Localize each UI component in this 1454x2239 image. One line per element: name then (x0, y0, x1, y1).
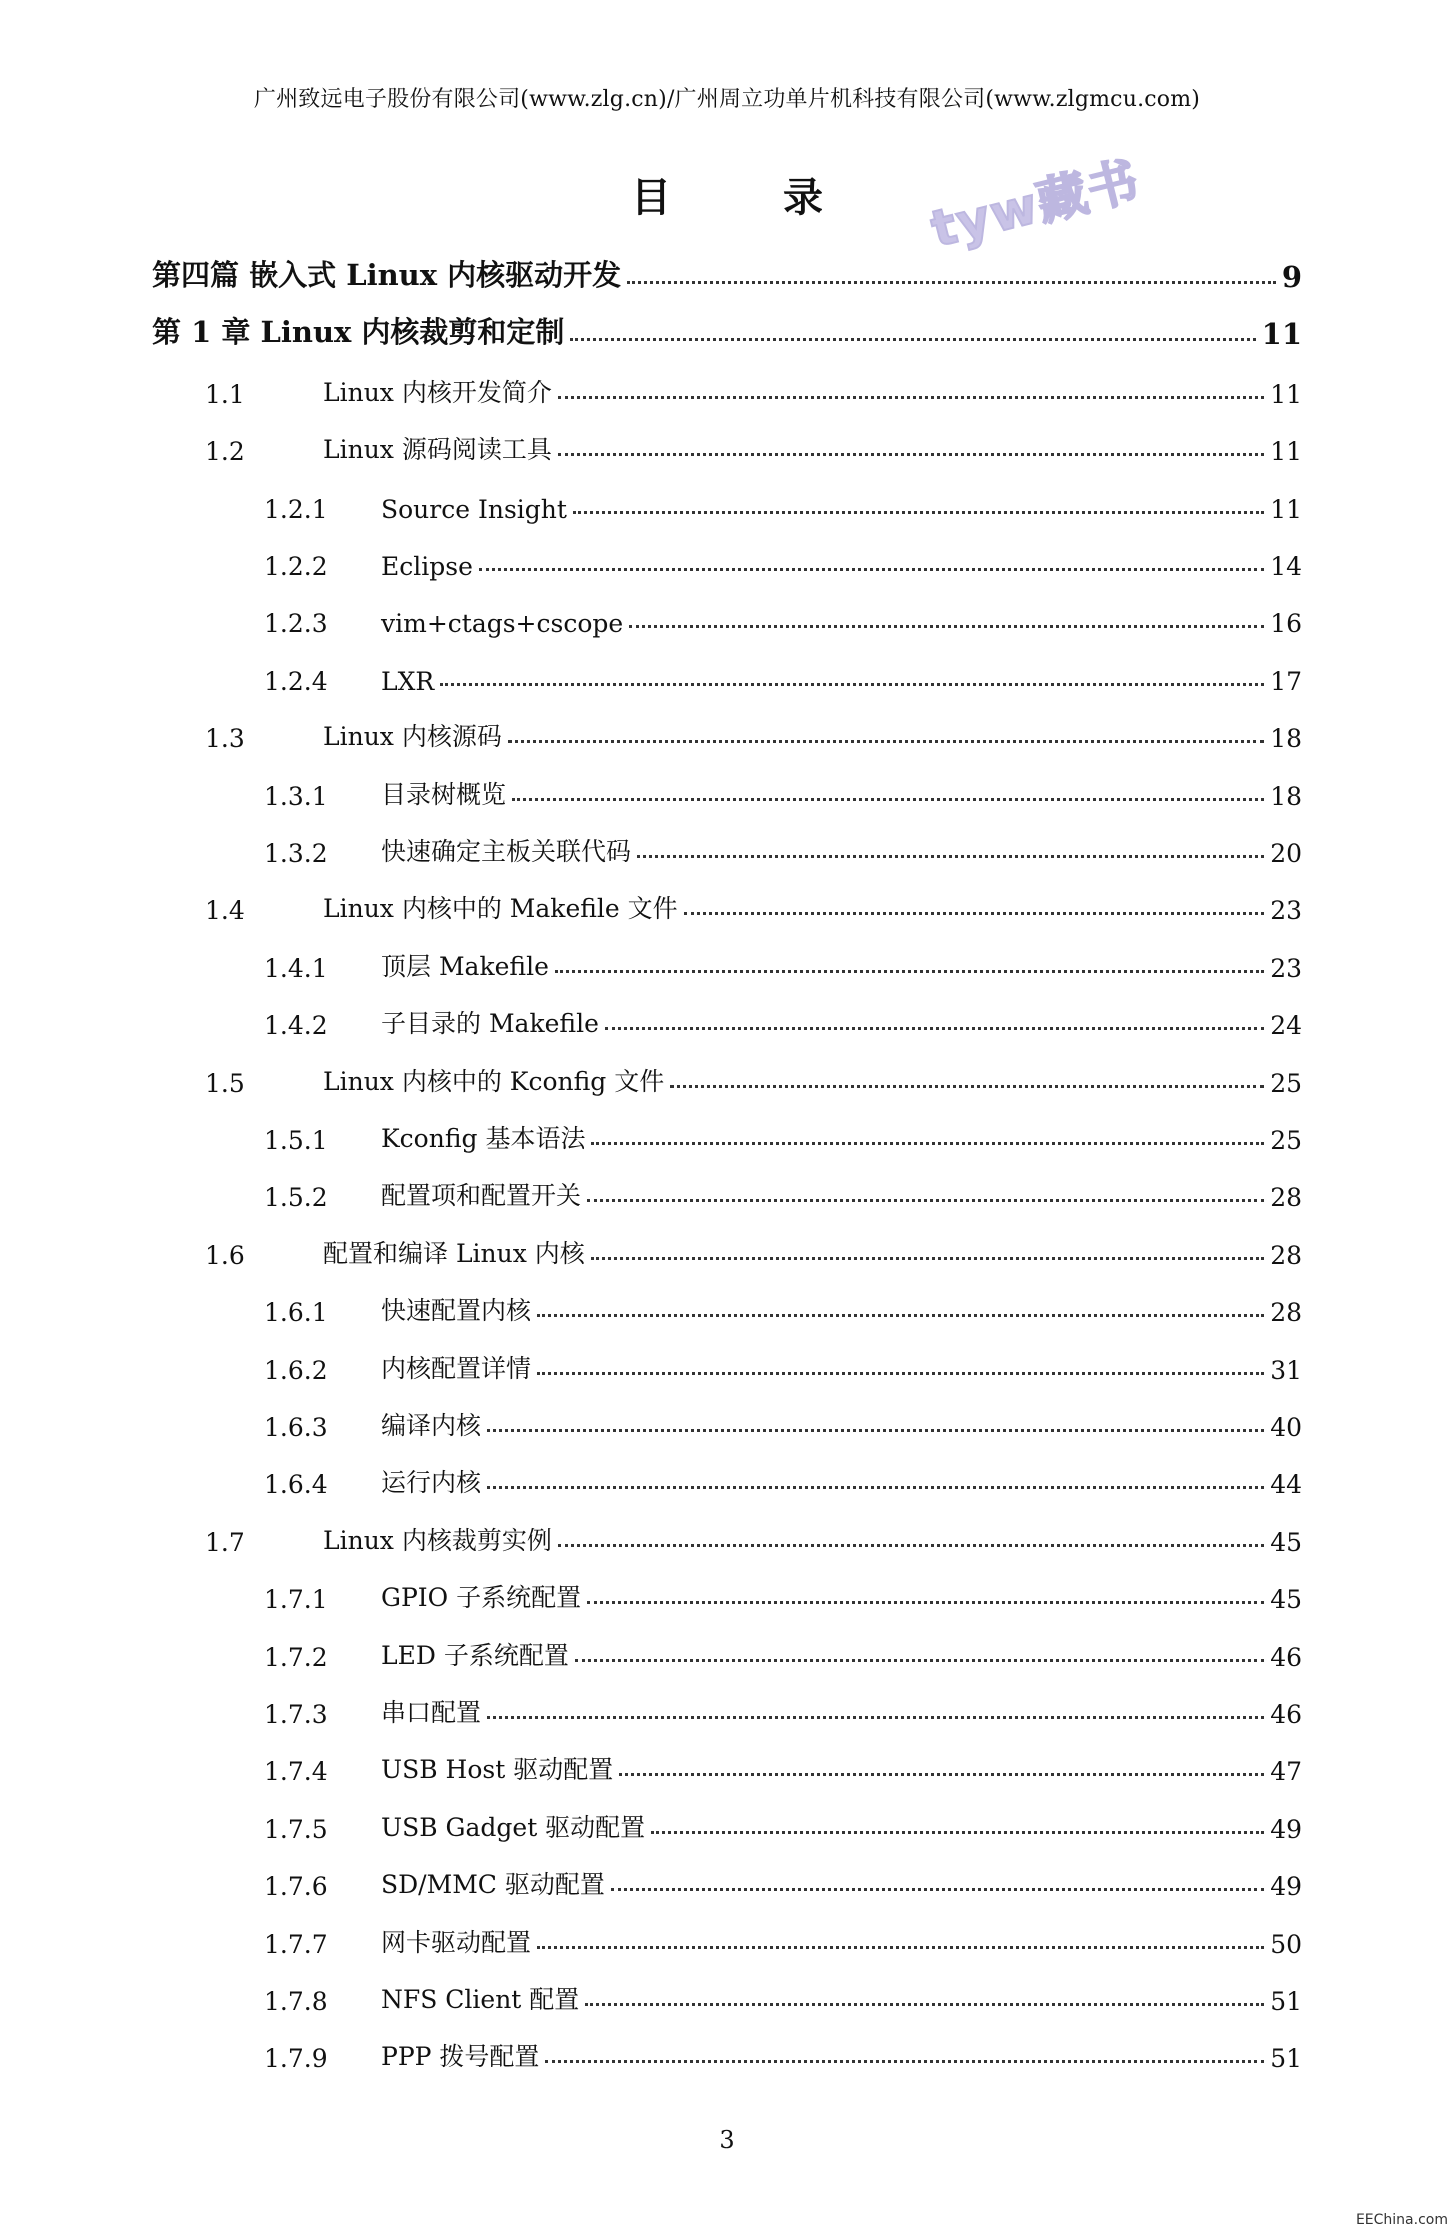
toc-entry-label: 配置和编译 Linux 内核 (323, 1238, 585, 1268)
toc-title-char-1: 目 (631, 174, 671, 221)
toc-entry-number: 1.7.4 (264, 1757, 328, 1787)
toc-entry-page: 28 (1270, 1298, 1302, 1328)
toc-entry[interactable] (205, 709, 1302, 753)
dot-leader (684, 911, 1265, 915)
toc-entry[interactable] (264, 1857, 1302, 1901)
toc-entry[interactable] (264, 1168, 1302, 1212)
toc-entry-page: 11 (1270, 494, 1302, 524)
toc-entry-page: 45 (1270, 1527, 1302, 1557)
toc-entry-number: 1.6.2 (264, 1355, 328, 1385)
toc-entry-page: 44 (1270, 1470, 1302, 1500)
toc-entry-number: 1.6.1 (264, 1298, 328, 1328)
dot-leader (487, 1485, 1264, 1489)
toc-entry-label: 顶层 Makefile (381, 951, 549, 981)
dot-leader (670, 1084, 1264, 1088)
dot-leader (479, 567, 1264, 571)
toc-entry-number: 1.2 (205, 437, 245, 467)
toc-entry-page: 28 (1270, 1240, 1302, 1270)
toc-entry[interactable] (264, 939, 1302, 983)
toc-entry-number: 1.2.3 (264, 609, 328, 639)
toc-entry[interactable] (264, 594, 1302, 638)
toc-entry-number: 1.4.1 (264, 953, 328, 983)
toc-entry-page: 14 (1270, 552, 1302, 581)
toc-entry-number: 1.2.1 (264, 494, 328, 524)
toc-entry[interactable] (264, 1742, 1302, 1786)
toc-entry[interactable] (205, 422, 1302, 466)
toc-entry-label: SD/MMC 驱动配置 (381, 1870, 605, 1900)
toc-entry-number: 1.7.8 (264, 1987, 328, 2016)
dot-leader (585, 2002, 1264, 2006)
toc-entry-page: 17 (1270, 666, 1302, 696)
toc-entry-page: 16 (1270, 609, 1302, 639)
toc-entry-number: 1.6.4 (264, 1470, 328, 1500)
dot-leader (651, 1830, 1264, 1834)
toc-entry-page: 25 (1270, 1126, 1302, 1155)
toc-entry[interactable] (264, 767, 1302, 811)
toc-entry-label: 编译内核 (381, 1411, 482, 1440)
dot-leader (512, 797, 1264, 801)
dot-leader (587, 1600, 1264, 1604)
toc-entry[interactable] (264, 1341, 1302, 1385)
toc-entry-label: LED 子系统配置 (381, 1640, 569, 1670)
toc-entry-page: 11 (1261, 317, 1302, 352)
dot-leader (487, 1428, 1264, 1432)
toc-entry-label: Linux 内核开发简介 (323, 377, 552, 407)
toc-entry-number: 1.7 (205, 1527, 245, 1557)
toc-entry-page: 51 (1270, 2044, 1302, 2074)
toc-entry-number: 1.2.4 (264, 666, 328, 696)
toc-entry-label: Kconfig 基本语法 (381, 1124, 586, 1153)
toc-entry-number: 1.6.3 (264, 1413, 328, 1442)
toc-entry-label: 子目录的 Makefile (381, 1009, 599, 1039)
toc-entry-number: 1.5.2 (264, 1183, 328, 1213)
dot-leader (545, 2059, 1264, 2063)
toc-entry-number: 1.7.6 (264, 1872, 328, 1902)
toc-entry[interactable] (264, 2029, 1302, 2073)
toc-entry-page: 51 (1270, 1987, 1302, 2016)
toc-entry-number: 1.4 (205, 896, 245, 926)
toc-entry[interactable] (152, 250, 1302, 294)
toc-entry[interactable] (152, 307, 1302, 351)
toc-entry[interactable] (205, 881, 1302, 925)
toc-entry-label: 配置项和配置开关 (381, 1181, 582, 1211)
toc-entry[interactable] (264, 1111, 1302, 1155)
dot-leader (440, 682, 1264, 686)
toc-entry[interactable] (205, 1513, 1302, 1557)
toc-entry-page: 49 (1270, 1814, 1302, 1844)
toc-entry-label: Linux 内核源码 (323, 722, 502, 752)
dot-leader (537, 1313, 1264, 1317)
toc-entry-label: Source Insight (381, 494, 567, 524)
toc-entry-label: Linux 内核中的 Makefile 文件 (323, 894, 678, 924)
dot-leader (537, 1371, 1264, 1375)
toc-entry-number: 1.7.3 (264, 1700, 328, 1729)
toc-entry-label: 快速配置内核 (381, 1296, 532, 1326)
toc-entry[interactable] (205, 1226, 1302, 1270)
toc-title-char-2: 录 (783, 174, 823, 221)
toc-entry[interactable] (264, 824, 1302, 868)
toc-entry-label: 内核配置详情 (381, 1353, 532, 1383)
dot-leader (627, 280, 1276, 284)
dot-leader (558, 1543, 1264, 1547)
toc-entry-label: 第四篇 嵌入式 Linux 内核驱动开发 (152, 258, 622, 292)
toc-entry[interactable] (264, 480, 1302, 524)
toc-entry-number: 1.4.2 (264, 1011, 328, 1041)
dot-leader (558, 395, 1264, 399)
dot-leader (573, 510, 1264, 514)
toc-entry[interactable] (264, 1628, 1302, 1672)
toc-entry[interactable] (264, 537, 1302, 581)
toc-entry[interactable] (264, 1915, 1302, 1959)
toc-entry-number: 1.7.7 (264, 1929, 328, 1959)
toc-entry[interactable] (205, 365, 1302, 409)
page-number: 3 (719, 2126, 735, 2154)
toc-entry[interactable] (264, 1283, 1302, 1327)
toc-entry-label: 快速确定主板关联代码 (381, 837, 632, 866)
toc-entry-label: USB Gadget 驱动配置 (381, 1812, 646, 1842)
watermark-stamp: tyw藏书 (925, 150, 1146, 259)
toc-entry[interactable] (264, 1455, 1302, 1499)
toc-entry-page: 47 (1270, 1757, 1302, 1787)
toc-entry-number: 1.7.5 (264, 1814, 328, 1844)
toc-entry-number: 1.3 (205, 724, 245, 754)
dot-leader (537, 1945, 1264, 1949)
toc-entry-page: 23 (1270, 953, 1302, 983)
dot-leader (605, 1026, 1264, 1030)
toc-entry-page: 46 (1270, 1642, 1302, 1672)
toc-entry-number: 1.6 (205, 1240, 245, 1270)
dot-leader (637, 854, 1264, 858)
toc-entry-number: 1.2.2 (264, 552, 328, 581)
site-credit: EEChina.com (1355, 2212, 1448, 2228)
toc-entry[interactable] (264, 1800, 1302, 1844)
dot-leader (611, 1887, 1264, 1891)
dot-leader (629, 624, 1264, 628)
page-header: 广州致远电子股份有限公司(www.zlg.cn)/广州周立功单片机科技有限公司(www.zlgmcu.com) (253, 87, 1201, 112)
toc-entry-page: 46 (1270, 1700, 1302, 1729)
dot-leader (508, 739, 1264, 743)
toc-entry-page: 18 (1270, 781, 1302, 811)
dot-leader (570, 337, 1255, 341)
toc-entry-number: 1.3.1 (264, 781, 328, 811)
toc-entry-number: 1.7.1 (264, 1585, 328, 1615)
toc-entry[interactable] (264, 652, 1302, 696)
toc-entry-label: 目录树概览 (381, 779, 507, 809)
toc-entry-number: 1.7.9 (264, 2044, 328, 2074)
toc-entry-label: 网卡驱动配置 (381, 1927, 532, 1957)
toc-entry-label: Linux 源码阅读工具 (323, 435, 552, 465)
toc-entry[interactable] (264, 996, 1302, 1040)
toc-entry-label: Linux 内核中的 Kconfig 文件 (323, 1066, 665, 1096)
toc-entry-page: 18 (1270, 724, 1302, 754)
toc-entry-number: 1.5 (205, 1068, 245, 1098)
toc-entry[interactable] (205, 1054, 1302, 1098)
toc-entry-page: 9 (1281, 260, 1302, 294)
toc-entry-page: 28 (1270, 1183, 1302, 1213)
dot-leader (591, 1141, 1264, 1145)
toc-entry-label: 第 1 章 Linux 内核裁剪和定制 (152, 315, 565, 350)
toc-entry-label: 运行内核 (381, 1468, 482, 1498)
toc-entry[interactable] (264, 1398, 1302, 1442)
toc-entry-page: 45 (1270, 1585, 1302, 1615)
toc-entry-number: 1.7.2 (264, 1642, 328, 1672)
toc-entry-label: GPIO 子系统配置 (381, 1583, 582, 1613)
dot-leader (555, 969, 1264, 973)
toc-entry-label: Eclipse (381, 552, 473, 581)
dot-leader (487, 1715, 1264, 1719)
toc-entry-page: 50 (1270, 1929, 1302, 1959)
toc-entry-page: 31 (1270, 1355, 1302, 1385)
toc-entry-page: 20 (1270, 839, 1302, 868)
toc-entry[interactable] (264, 1685, 1302, 1729)
toc-entry-label: 串口配置 (381, 1698, 482, 1727)
toc-entry-label: NFS Client 配置 (381, 1985, 580, 2014)
toc-entry-page: 23 (1270, 896, 1302, 926)
toc-entry-label: USB Host 驱动配置 (381, 1755, 614, 1785)
toc-entry[interactable] (264, 1972, 1302, 2016)
toc-title (0, 166, 1454, 223)
toc-entry-label: vim+ctags+cscope (381, 609, 624, 639)
toc-entry-number: 1.1 (205, 379, 245, 409)
toc-entry[interactable] (264, 1570, 1302, 1614)
dot-leader (619, 1772, 1264, 1776)
toc-entry-page: 25 (1270, 1068, 1302, 1098)
toc-entry-label: Linux 内核裁剪实例 (323, 1525, 552, 1555)
toc-entry-page: 24 (1270, 1011, 1302, 1041)
toc-entry-label: LXR (381, 666, 435, 696)
toc-entry-label: PPP 拨号配置 (381, 2042, 540, 2072)
toc-entry-number: 1.5.1 (264, 1126, 328, 1155)
toc-entry-number: 1.3.2 (264, 839, 328, 868)
dot-leader (591, 1256, 1264, 1260)
dot-leader (575, 1658, 1264, 1662)
toc-entry-page: 11 (1270, 379, 1302, 409)
dot-leader (587, 1198, 1264, 1202)
dot-leader (558, 452, 1264, 456)
toc-entry-page: 11 (1270, 437, 1302, 467)
toc-entry-page: 49 (1270, 1872, 1302, 1902)
toc-entry-page: 40 (1270, 1413, 1302, 1442)
